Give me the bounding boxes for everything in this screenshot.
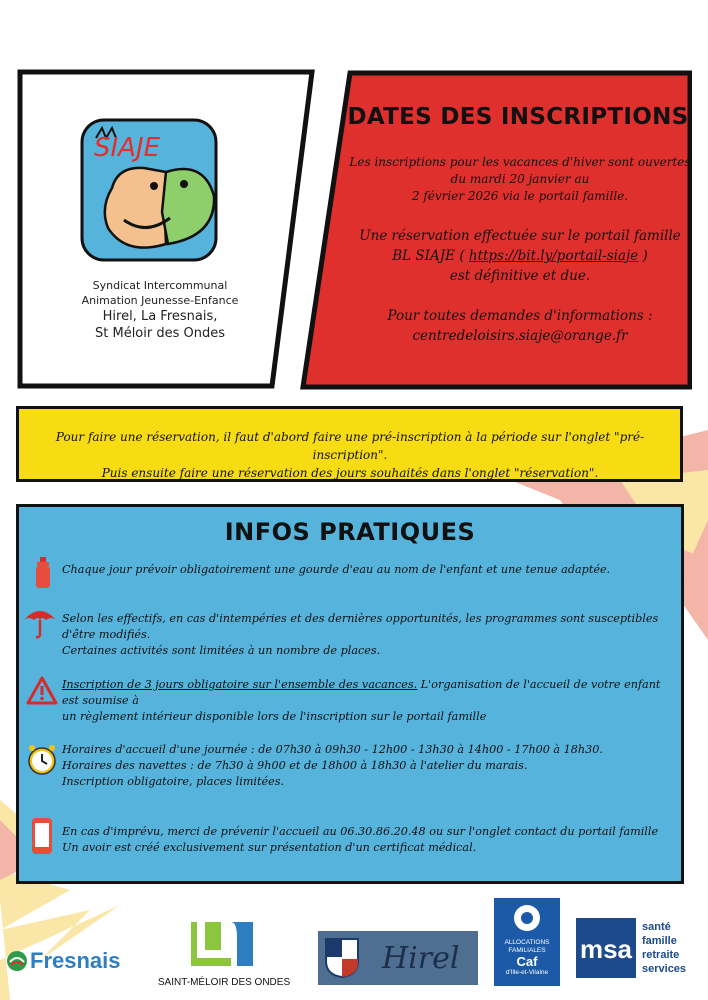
msa-line: retraite xyxy=(642,949,680,961)
clock-icon xyxy=(26,744,58,776)
msa-mark-icon xyxy=(576,918,636,978)
inscriptions-dates xyxy=(340,154,700,205)
siaje-brand-text: SIAJE xyxy=(94,133,161,163)
text-line: Pour faire une réservation, il faut d'abord faire une pré-inscription à la période sur l'onglet "pré-inscription". xyxy=(55,430,645,462)
text-fragment: BL SIAJE ( xyxy=(392,248,469,264)
text-line xyxy=(62,677,672,709)
hirel-crest-icon xyxy=(324,937,360,979)
text-line: Chaque jour prévoir obligatoirement une gourde d'eau au nom de l'enfant et une tenue adaptée. xyxy=(62,563,611,576)
text-line: Pour toutes demandes d'informations : xyxy=(387,308,653,324)
email-link[interactable]: centredeloisirs.siaje@orange.fr xyxy=(412,328,628,344)
caption-line: Animation Jeunesse-Enfance xyxy=(81,294,239,307)
text-line: Un avoir est créé exclusivement sur présentation d'un certificat médical. xyxy=(62,841,477,854)
info-item-hours xyxy=(62,742,672,790)
fresnais-text: Fresnais xyxy=(30,948,121,973)
siaje-logo xyxy=(82,120,216,260)
text-fragment: ) xyxy=(638,248,648,264)
msa-line: services xyxy=(642,963,687,975)
caf-line: ALLOCATIONS xyxy=(504,939,550,946)
msa-tagline xyxy=(642,920,686,976)
infos-title: INFOS PRATIQUES xyxy=(224,518,476,546)
fresnais-mark-icon xyxy=(6,950,28,972)
text-line xyxy=(340,246,700,266)
saint-meloir-text: SAINT-MÉLOIR DES ONDES xyxy=(157,977,291,988)
info-item-contact xyxy=(62,824,672,856)
text-line: Horaires des navettes : de 7h30 à 9h00 et de 18h00 à 18h30 à l'atelier du marais. xyxy=(62,759,528,772)
fresnais-logo xyxy=(6,948,121,974)
warning-icon xyxy=(26,676,58,706)
text-line: Selon les effectifs, en cas d'intempéries et des dernières opportunités, les programmes sont susceptibles d'être modifiés. xyxy=(62,612,659,641)
saint-meloir-mark-icon xyxy=(191,918,257,970)
text-line: est définitive et due. xyxy=(449,268,591,284)
text-line: Une réservation effectuée sur le portail famille xyxy=(359,228,681,244)
caf-brand: Caf xyxy=(516,954,538,969)
text-line: du mardi 20 janvier au xyxy=(450,172,590,186)
caf-logo xyxy=(494,898,560,986)
info-item-registration xyxy=(62,677,672,725)
caf-line: FAMILIALES xyxy=(508,947,546,954)
msa-logo xyxy=(576,918,706,978)
siaje-caption xyxy=(40,278,280,342)
info-item-weather xyxy=(62,611,672,659)
caf-region: d'Ille-et-Vilaine xyxy=(505,969,549,976)
info-item-water xyxy=(62,562,672,578)
caption-line: Hirel, La Fresnais, xyxy=(102,309,218,324)
umbrella-icon xyxy=(22,604,58,640)
reservation-info xyxy=(340,226,700,286)
msa-line: famille xyxy=(642,935,677,947)
msa-line: santé xyxy=(642,921,671,933)
saint-meloir-logo xyxy=(150,918,298,988)
phone-icon xyxy=(30,816,54,856)
caption-line: Syndicat Intercommunal xyxy=(92,279,228,292)
text-fragment: L'organisation de l'accueil de votre enfant est soumise à xyxy=(62,678,661,707)
text-fragment: Inscription de 3 jours obligatoire sur l'ensemble des vacances. xyxy=(62,678,418,691)
text-line: Inscription obligatoire, places limitées. xyxy=(62,775,285,788)
text-line: En cas d'imprévu, merci de prévenir l'accueil au 06.30.86.20.48 ou sur l'onglet contact du portail famille xyxy=(62,825,659,838)
inscriptions-title: DATES DES INSCRIPTIONS xyxy=(347,104,689,130)
text-line: Les inscriptions pour les vacances d'hiver sont ouvertes xyxy=(349,155,691,169)
caption-line: St Méloir des Ondes xyxy=(95,326,225,341)
reservation-notice xyxy=(20,428,680,482)
text-line: Puis ensuite faire une réservation des jours souhaités dans l'onglet "réservation". xyxy=(101,466,599,480)
text-line: Horaires d'accueil d'une journée : de 07h30 à 09h30 - 12h00 - 13h30 à 14h00 - 17h00 à 18h30. xyxy=(62,743,603,756)
hirel-text: Hirel xyxy=(382,941,460,976)
text-line: 2 février 2026 via le portail famille. xyxy=(411,189,629,203)
text-line: un règlement intérieur disponible lors de l'inscription sur le portail famille xyxy=(62,710,487,723)
portail-link[interactable]: https://bit.ly/portail-siaje xyxy=(468,248,639,264)
water-bottle-icon xyxy=(34,557,52,589)
hirel-logo xyxy=(318,931,478,985)
caf-mark-icon xyxy=(507,902,547,934)
text-line: Certaines activités sont limitées à un nombre de places. xyxy=(62,644,381,657)
svg-text:msa: msa xyxy=(579,934,633,964)
contact-info xyxy=(340,306,700,346)
